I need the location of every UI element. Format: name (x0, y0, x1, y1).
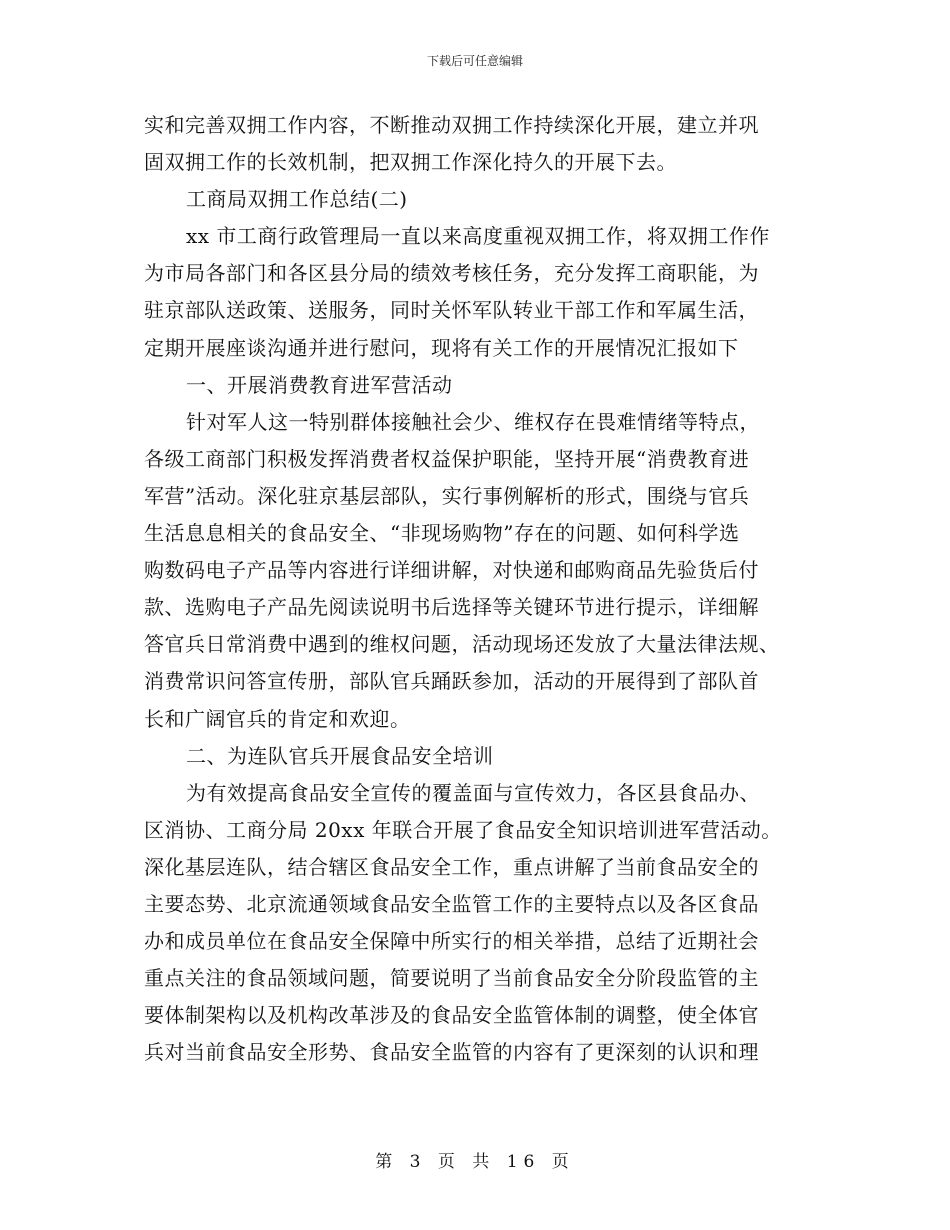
body-line: 办和成员单位在食品安全保障中所实行的相关举措，总结了近期社会 (144, 929, 759, 954)
body-line: 实和完善双拥工作内容，不断推动双拥工作持续深化开展，建立并巩 (144, 113, 759, 137)
body-line: 主要态势、北京流通领域食品安全监管工作的主要特点以及各区食品 (144, 891, 759, 916)
section-title: 工商局双拥工作总结(二) (186, 187, 408, 212)
body-line: 答官兵日常消费中遇到的维权问题，活动现场还发放了大量法律法规、 (144, 632, 780, 657)
page-number: 第 3 页 共 16 页 (375, 1152, 575, 1172)
body-line: 要体制架构以及机构改革涉及的食品安全监管体制的调整，使全体官 (144, 1003, 759, 1028)
body-line: 军营”活动。深化驻京基层部队，实行事例解析的形式，围绕与官兵 (144, 483, 750, 508)
body-line: 深化基层连队，结合辖区食品安全工作，重点讲解了当前食品安全的 (144, 854, 759, 879)
section-heading: 二、为连队官兵开展食品安全培训 (186, 743, 494, 768)
body-line: 驻京部队送政策、送服务，同时关怀军队转业干部工作和军属生活， (144, 298, 759, 323)
document-body (144, 107, 812, 1071)
body-line: 款、选购电子产品先阅读说明书后选择等关键环节进行提示，详细解 (144, 595, 759, 620)
body-line: 区消协、工商分局 20xx 年联合开展了食品安全知识培训进军营活动。 (144, 817, 782, 842)
body-line: 兵对当前食品安全形势、食品安全监管的内容有了更深刻的认识和理 (144, 1040, 759, 1065)
body-line: xx 市工商行政管理局一直以来高度重视双拥工作，将双拥工作作 (186, 224, 770, 249)
body-line: 购数码电子产品等内容进行详细讲解，对快递和邮购商品先验货后付 (144, 558, 759, 583)
body-line: 生活息息相关的食品安全、“非现场购物”存在的问题、如何科学选 (144, 521, 740, 546)
body-line: 固双拥工作的长效机制，把双拥工作深化持久的开展下去。 (144, 150, 677, 175)
body-line: 为有效提高食品安全宣传的覆盖面与宣传效力，各区县食品办、 (186, 780, 760, 805)
body-line: 为市局各部门和各区县分局的绩效考核任务，充分发挥工商职能，为 (144, 261, 759, 286)
section-heading: 一、开展消费教育进军营活动 (186, 372, 453, 397)
body-line: 长和广阔官兵的肯定和欢迎。 (144, 706, 411, 731)
body-line: 重点关注的食品领域问题，简要说明了当前食品安全分阶段监管的主 (144, 966, 759, 991)
body-line: 定期开展座谈沟通并进行慰问，现将有关工作的开展情况汇报如下 (144, 335, 739, 360)
body-line: 针对军人这一特别群体接触社会少、维权存在畏难情绪等特点， (186, 409, 760, 434)
body-line: 各级工商部门积极发挥消费者权益保护职能，坚持开展“消费教育进 (144, 446, 750, 471)
body-line: 消费常识问答宣传册，部队官兵踊跃参加，活动的开展得到了部队首 (144, 669, 759, 694)
header-note: 下载后可任意编辑 (426, 54, 523, 68)
